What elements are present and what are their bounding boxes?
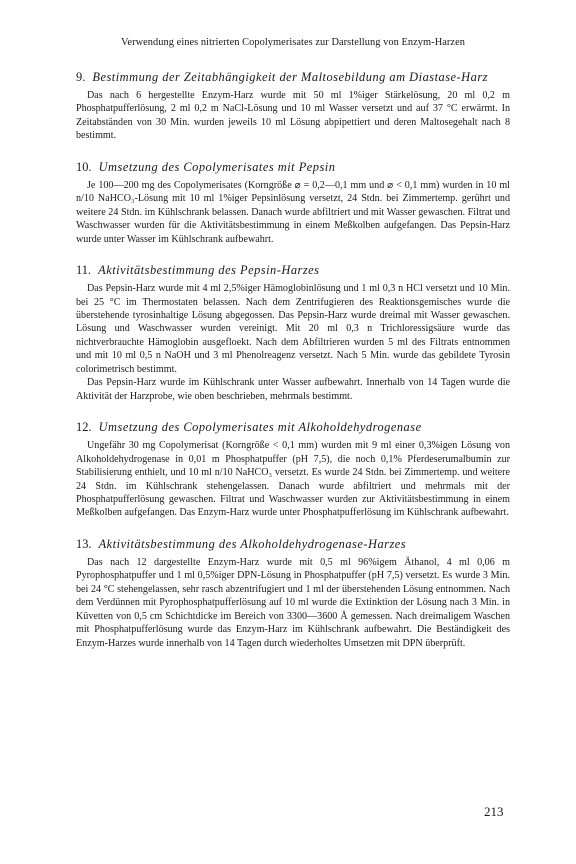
section-heading bbox=[76, 160, 510, 175]
paragraph: Das nach 6 hergestellte Enzym-Harz wurde mit 50 ml 1%iger Stärkelösung, 20 ml 0,2 m Phosphatpufferlösung, 2 ml 0,2 m NaCl-Lösung und 10 ml Wasser versetzt und auf 37 °C erwärmt. In Zeitabständen von 30 Min. wurden jeweils 10 ml Lösung abpipettiert und deren Maltosegehalt nach 8 bestimmt. bbox=[76, 90, 510, 142]
section-title: Aktivitätsbestimmung des Alkoholdehydrogenase-Harzes bbox=[98, 536, 407, 551]
paragraph: Ungefähr 30 mg Copolymerisat (Korngröße < 0,1 mm) wurden mit 9 ml einer 0,3%igen Lösung von Alkoholdehydrogenase in 0,01 m Phosphatpuffer (pH 7,5), die noch 0,1% Pferdeserumalbumin zur Stabilisierung enthielt, und 10 ml n/10 NaHCO₃ versetzt. Es wurde 24 Stdn. bei Zimmertemp. und weitere 24 Stdn. im Kühlschrank stehengelassen. Danach wurde abfiltriert und mehrmals mit der Phosphatpufferlösung gewaschen. Filtrat und Waschwasser wurden zur Aktivitätsbestimmung in einem Meßkolben aufgefangen. Das Enzym-Harz wurde unter Phosphatpufferlösung im Kühlschrank aufbewahrt. bbox=[76, 440, 510, 519]
section-number: 9. bbox=[76, 70, 86, 84]
paragraph: Je 100—200 mg des Copolymerisates (Korngröße ⌀ = 0,2—0,1 mm und ⌀ < 0,1 mm) wurden in 10 ml n/10 NaHCO₃-Lösung mit 10 ml 1%iger Pepsinlösung versetzt, 24 Stdn. bei Zimmertemp. gerührt und weitere 24 Stdn. im Kühlschrank belassen. Danach wurde abfiltriert und mit Wasser gewaschen. Filtrat und Waschwasser wurden für die Aktivitätsbestimmung in einem Meßkolben aufgefangen. Das Pepsin-Harz wurde unter Wasser im Kühlschrank aufbewahrt. bbox=[76, 179, 510, 245]
section-title: Umsetzung des Copolymerisates mit Alkoholdehydrogenase bbox=[98, 420, 422, 435]
paragraph: Das Pepsin-Harz wurde mit 4 ml 2,5%iger Hämoglobinlösung und 1 ml 0,3 n HCl versetzt und 10 Min. bei 25 °C im Thermostaten belassen. Nach dem Zentrifugieren des Reaktionsgemisches wurde die überstehende tyrosinhaltige Lösung abgegossen. Das Pepsin-Harz wurde dreimal mit Wasser gewaschen. Lösung und Waschwasser wurden vereinigt. Mit 20 ml 0,3 n Trichloressigsäure wurde das nichtverbrauchte Hämoglobin ausgefloekt. Nach dem Abfiltrieren wurden 5 ml des Filtrats entnommen und mit 10 ml 0,5 n NaOH und 3 ml Phenolreagenz versetzt. Nach 5 Min. wurde das gebildete Tyrosin colorimetrisch bestimmt. bbox=[76, 283, 510, 375]
section-title: Aktivitätsbestimmung des Pepsin-Harzes bbox=[98, 263, 320, 278]
section-heading bbox=[76, 263, 510, 278]
section-heading bbox=[76, 420, 510, 435]
section-12 bbox=[76, 420, 510, 520]
section-heading bbox=[76, 70, 510, 85]
running-head: Verwendung eines nitrierten Copolymerisates zur Darstellung von Enzym-Harzen bbox=[121, 37, 465, 48]
section-number: 13. bbox=[76, 536, 92, 551]
section-10 bbox=[76, 160, 510, 246]
section-13 bbox=[76, 537, 510, 650]
page-number: 213 bbox=[484, 804, 504, 819]
paragraph: Das Pepsin-Harz wurde im Kühlschrank unter Wasser aufbewahrt. Innerhalb von 14 Tagen wurde die Aktivität der Harzprobe, wie oben beschrieben, mehrmals bestimmt. bbox=[76, 377, 510, 402]
page-body bbox=[76, 36, 510, 650]
section-9 bbox=[76, 70, 510, 143]
section-11 bbox=[76, 263, 510, 403]
section-number: 11. bbox=[76, 263, 92, 278]
section-title: Umsetzung des Copolymerisates mit Pepsin bbox=[98, 159, 336, 174]
paragraph: Das nach 12 dargestellte Enzym-Harz wurde mit 0,5 ml 96%igem Äthanol, 4 ml 0,06 m Pyrophosphatpuffer und 1 ml 0,5%iger DPN-Lösung in Phosphatpuffer (pH 7,5) versetzt. Es wurde 3 Min. bei 24 °C stehengelassen, sehr rasch abzentrifugiert und 1 ml der überstehenden Lösung entnommen. Nach dem Verdünnen mit Pyrophosphatpufferlösung auf 10 ml wurde die Extinktion der Lösung nach 3 Min. in Küvetten von 0,5 cm Schichtdicke im Bereich von 3300—3600 Å gemessen. Nach dreimaligem Waschen mit Phosphatpufferlösung wurde das Enzym-Harz im Kühlschrank aufbewahrt. Die Beständigkeit des Enzym-Harzes wurde innerhalb von 14 Tagen durch wiederholtes Umsetzen mit DPN überprüft. bbox=[76, 556, 510, 649]
section-number: 10. bbox=[76, 159, 92, 174]
section-title: Bestimmung der Zeitabhängigkeit der Maltosebildung am Diastase-Harz bbox=[92, 70, 488, 84]
section-number: 12. bbox=[76, 420, 92, 435]
section-heading bbox=[76, 537, 510, 552]
